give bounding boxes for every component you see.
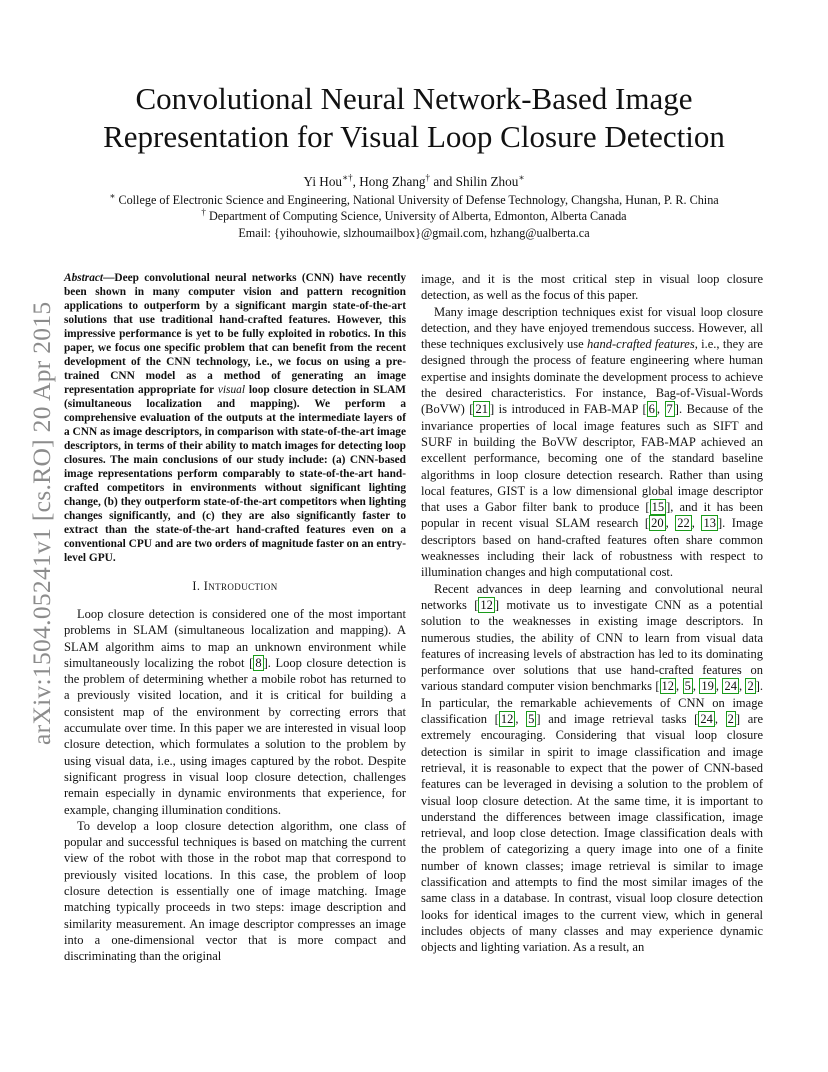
paragraph: image, and it is the most critical step in visual loop closure detection, as well as the focus of this paper. <box>421 272 763 303</box>
title-line-2: Representation for Visual Loop Closure Detection <box>103 119 725 154</box>
left-column <box>64 271 406 965</box>
citation-link[interactable]: 5 <box>684 679 691 694</box>
paragraph: Loop closure detection is considered one of the most important problems in SLAM (simultaneous localization and mapping). A SLAM algorithm aims to map an unknown environment while simultaneously localizing the robot [ 8 ]. Loop closure detection is the problem of determining whether a mobile robot has returned to a previously visited location, and it is critical for building a consistent map of the environment by correcting errors that accumulate over time. In this paper we are interested in visual loop closure detection, which formulates a solution to the problem by using visual data, i.e., using images captured by the robot. Despite significant progress in visual loop closure detection, challenges remain especially in dynamic environments that experience, for example, changing illumination conditions. <box>64 607 406 817</box>
paragraph-text: Loop closure detection is considered one of the most important problems in SLAM (simultaneous localization and mapping). A SLAM algorithm aims to map an unknown environment while simultaneously localizing the robot <box>64 607 406 670</box>
abstract-italic: visual <box>217 384 245 396</box>
paragraph-text: Many image description techniques exist for visual loop closure detection, and they have enjoyed tremendous success. However, all these techniques exclusively use <box>421 304 763 352</box>
citation-link[interactable]: 20 <box>651 516 664 531</box>
author-affil-mark: † <box>425 172 431 183</box>
paragraph-text: are extremely encouraging. Considering that visual loop closure detection is similar in spirit to image classification and image retrieval, it is reasonable to expect that the power of CNN-based features can be leveraged in devising a solution to the problem of visual loop closure detection. At the same time, it is important to understand the differences between image classification, image retrieval, and loop close detection. Image classification deals with the problem of categorizing a query image into one of a finite number of known classes; image retrieval is similar to image classification and attempts to find the most similar images of the same class in a database. In contrast, visual loop closure detection looks for identical images to the current view, which in general includes objects of many classes and may experience dynamic objects and lighting variation. As a result, an <box>421 712 764 955</box>
paragraph: Many image description techniques exist for visual loop closure detection, and they have enjoyed tremendous success. However, all these techniques exclusively use hand-crafted features, i.e., they are designed through the process of feature engineering where human expertise and insights dominate the development process to achieve the desired characteristics. For instance, Bag-of-Visual-Words (BoVW) [ 21 ] is introduced in FAB-MAP [ 6 , 7 ]. Because of the invariance properties of local image features such as SIFT and SURF in building the BoVW descriptor, FAB-MAP achieved an excellent performance, becoming one of the standard baseline algorithms in loop closure detection research. Rather than using local features, GIST is a low dimensional global image descriptor that uses a Gabor filter bank to produce [ 15 ], and it has been popular in recent visual SLAM research [ 20 , 22 , 13 ]. Image descriptors based on hand-crafted features often share common weaknesses including their lack of robustness with respect to illumination changes and high computational cost. <box>421 304 764 580</box>
paragraph-text: is introduced in FAB-MAP <box>494 402 643 417</box>
affiliation-1 <box>20 192 808 208</box>
author-separator: , <box>352 174 360 189</box>
title-line-1: Convolutional Neural Network-Based Image <box>135 81 693 116</box>
citation-link[interactable]: 2 <box>727 712 734 727</box>
paragraph-text: , i.e., they are designed through the process of feature engineering where human expertise and insights dominate the development process to achieve the desired characteristics. For instance, Bag-of-Visual-Words (BoVW) <box>421 337 763 417</box>
citation-link[interactable]: 2 <box>747 679 754 694</box>
citation-link[interactable]: 21 <box>475 402 488 417</box>
paragraph-text: . Image descriptors based on hand-crafted features often share common weaknesses including their lack of robustness with respect to illumination changes and high computational cost. <box>421 516 764 580</box>
section-heading-introduction: I. Introduction <box>192 579 278 593</box>
arxiv-identifier-stamp: arXiv:1504.05241v1 [cs.RO] 20 Apr 2015 <box>27 301 56 745</box>
author-list <box>40 173 788 190</box>
paragraph-text: . Loop closure detection is the problem of determining whether a mobile robot has returned to a previously visited location, and it is critical for building a consistent map of the environment by correcting errors that accumulate over time. In this paper we are interested in visual loop closure detection, which formulates a solution to the problem by using visual data, i.e., using images captured by the robot. Despite significant progress in visual loop closure detection, challenges remain especially in dynamic environments that experience, for example, changing illumination conditions. <box>64 655 406 817</box>
abstract <box>64 271 406 565</box>
citation-link[interactable]: 12 <box>661 679 675 694</box>
citation-link[interactable]: 24 <box>724 679 737 694</box>
author-name: Shilin Zhou <box>455 174 519 189</box>
citation-link[interactable]: 24 <box>700 712 713 727</box>
citation-link[interactable]: 12 <box>500 712 514 727</box>
paper-title <box>40 80 788 156</box>
citation-link[interactable]: 22 <box>677 516 690 531</box>
paragraph-text: and image retrieval tasks <box>540 712 695 727</box>
paragraph-text: . Because of the invariance properties of local image features such as SIFT and SURF in building the BoVW descriptor, FAB-MAP achieved an excellent performance, becoming one of the standard baseline algorithms in loop closure detection research. Rather than using local features, GIST is a low dimensional global image descriptor that uses a Gabor filter bank to produce <box>421 402 764 515</box>
affiliation-2 <box>20 208 808 224</box>
abstract-text: Deep convolutional neural networks (CNN) have recently been shown in many computer vision and pattern recognition applications to outperform by a significant margin state-of-the-art solutions that use traditional hand-crafted features. However, this impressive performance is yet to be fully exploited in robotics. In this paper, we focus one specific problem that can benefit from the recent development of the CNN technology, i.e., we focus on using a pre-trained CNN model as a method of generating an image representation appropriate for <box>64 272 406 396</box>
affil-mark: ∗ <box>109 190 116 201</box>
citation-link[interactable]: 12 <box>480 597 493 612</box>
author-affil-mark: ∗† <box>342 172 353 183</box>
paragraph: To develop a loop closure detection algorithm, one class of popular and successful techniques is based on matching the current view of the robot with those in the robot map that correspond to previously visited locations. In this case, the problem of loop closure detection is essentially one of image matching. Image matching typically proceeds in two steps: image description and similarity measurement. An image descriptor compresses an image into a one-dimensional vector that is more compact and discriminating than the original <box>64 818 406 964</box>
citation-link[interactable]: 15 <box>651 500 665 515</box>
affiliation-text: Department of Computing Science, University of Alberta, Edmonton, Alberta Canada <box>205 209 627 223</box>
paragraph: Recent advances in deep learning and convolutional neural networks [ 12 ] motivate us to investigate CNN as a potential solution to the weaknesses in existing image descriptors. In numerous studies, the ability of CNN to learn from visual data features of increasing levels of abstraction has led to its dominating performance over solutions that use hand-crafted features on various standard computer vision benchmarks [ 12 , 5 , 19 , 24 , 2 ]. In particular, the remarkable achievements of CNN on image classification [ 12 , 5 ] and image retrieval tasks [ 24 , 2 ] are extremely encouraging. Considering that visual loop closure detection is similar in spirit to image classification and image retrieval, it is reasonable to expect that the power of CNN-based features can be leveraged in devising a solution to the problem of visual loop closure detection. At the same time, it is important to understand the differences between image classification, image retrieval, and loop close detection. Image classification deals with the problem of categorizing a query image into one of a finite number of known classes; image retrieval is similar to image classification and attempts to find the most similar images of the same class in a database. In contrast, visual loop closure detection looks for identical images to the current view, which in general includes objects of many classes and may experience dynamic objects and lighting variation. As a result, an <box>421 581 764 955</box>
affil-mark: † <box>201 206 206 217</box>
abstract-dash: — <box>103 272 115 284</box>
paragraph-emphasis: hand-crafted features <box>587 337 695 352</box>
author-name: Yi Hou <box>303 174 343 189</box>
citation-link[interactable]: 7 <box>666 402 673 417</box>
right-column <box>421 271 763 955</box>
citation-link[interactable]: 8 <box>255 655 262 670</box>
citation-link[interactable]: 19 <box>701 679 714 694</box>
citation-link[interactable]: 13 <box>703 516 716 531</box>
citation-link[interactable]: 5 <box>528 712 535 727</box>
paragraph-text: . In particular, the remarkable achievements of CNN on image classification <box>421 679 764 727</box>
paragraph-text: Recent advances in deep learning and convolutional neural networks <box>421 581 763 612</box>
paragraph-text: , and it has been popular in recent visual SLAM research <box>421 500 763 531</box>
author-affil-mark: ∗ <box>518 172 525 183</box>
citation-link[interactable]: 6 <box>648 402 655 417</box>
author-email: Email: {yihouhowie, slzhoumailbox}@gmail.com, hzhang@ualberta.ca <box>238 226 590 240</box>
author-separator: and <box>430 174 456 189</box>
abstract-text: loop closure detection in SLAM (simultaneous localization and mapping). We perform a comprehensive evaluation of the outputs at the intermediate layers of a CNN as image descriptors, in comparison with state-of-the-art image descriptors, in terms of their ability to match images for detecting loop closures. The main conclusions of our study include: (a) CNN-based image representations perform comparably to state-of-the-art hand-crafted competitors in environments without significant lighting change, (b) they outperform state-of-the-art competitors when lighting changes significantly, and (c) they are also significantly faster to extract than the state-of-the-art hand-crafted features even on a conventional CPU and are two orders of magnitude faster on an entry-level GPU. <box>64 384 406 564</box>
author-name: Hong Zhang <box>359 174 426 189</box>
affiliation-text: College of Electronic Science and Engineering, National University of Defense Technology, Changsha, Hunan, P. R. China <box>115 193 719 207</box>
paragraph-text: motivate us to investigate CNN as a potential solution to the weaknesses in existing image descriptors. In numerous studies, the ability of CNN to learn from visual data features of increasing levels of abstraction has led to its dominating performance over solutions that use hand-crafted features on various standard computer vision benchmarks <box>421 597 763 694</box>
abstract-label: Abstract <box>64 272 104 284</box>
